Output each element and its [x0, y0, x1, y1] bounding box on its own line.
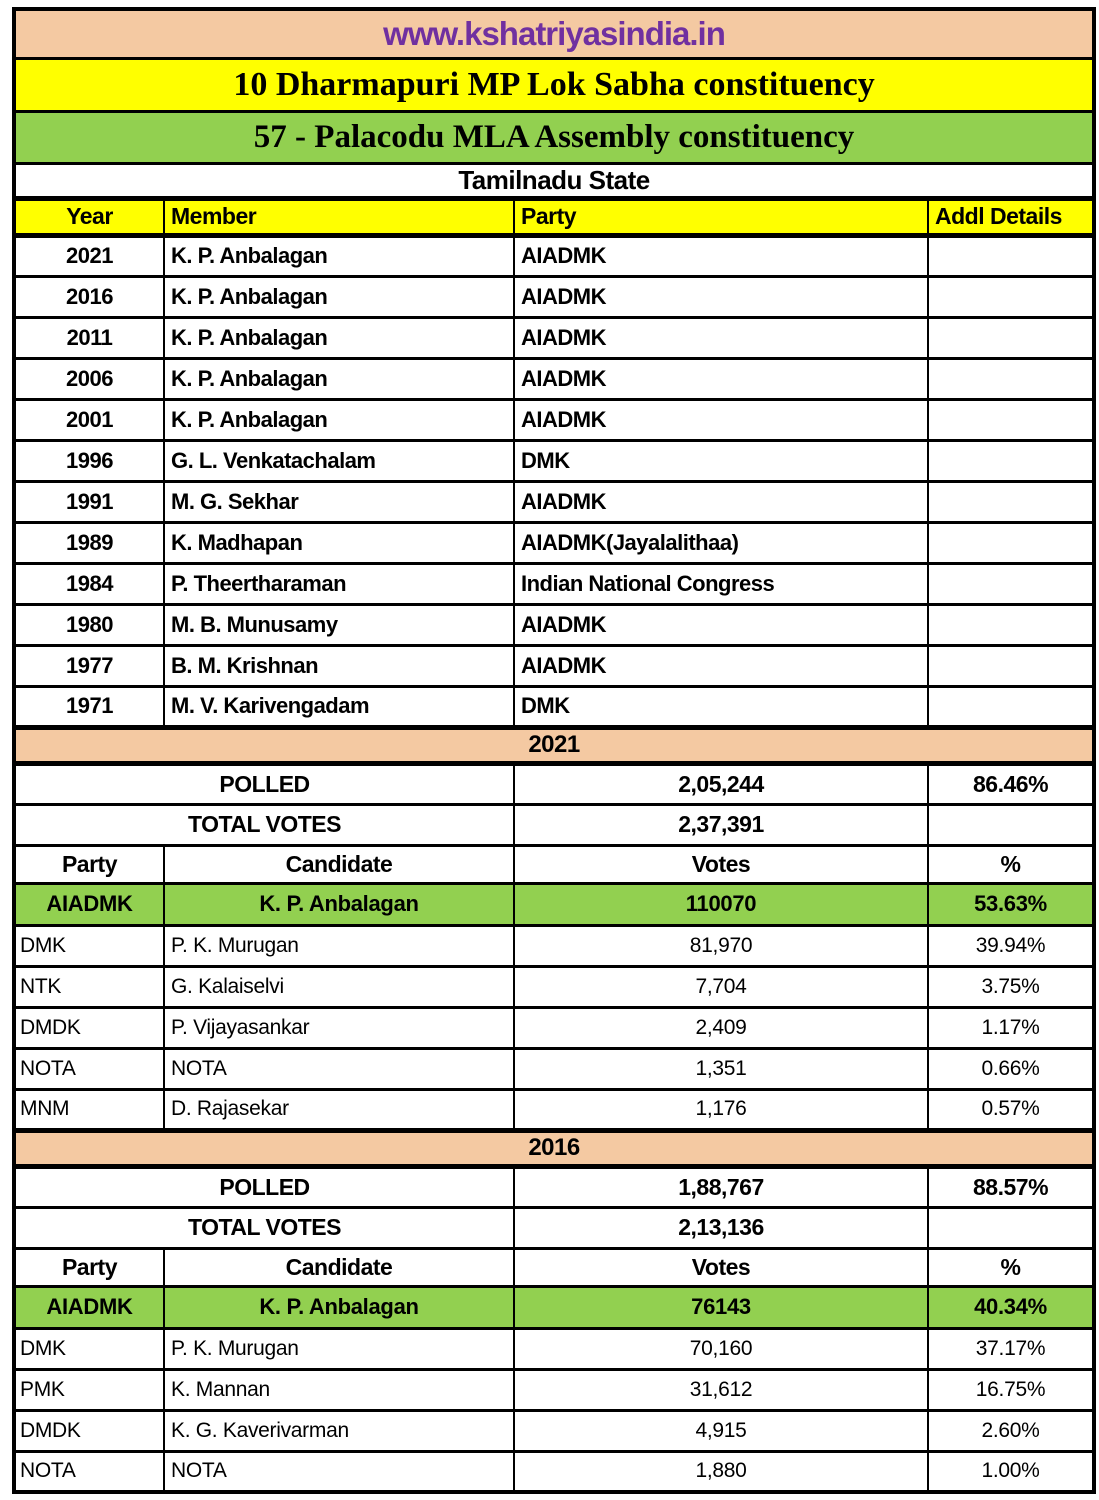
total-votes-percent-empty — [928, 804, 1094, 845]
candidate-party: DMK — [14, 1328, 164, 1369]
member-year: 2016 — [14, 276, 164, 317]
candidate-percent: 1.00% — [928, 1451, 1094, 1492]
member-row — [14, 276, 1094, 317]
member-party: AIADMK — [514, 481, 928, 522]
member-addl-details — [928, 276, 1094, 317]
member-row — [14, 481, 1094, 522]
mp-constituency-banner: 10 Dharmapuri MP Lok Sabha constituency — [14, 58, 1094, 111]
candidate-percent: 0.66% — [928, 1048, 1094, 1089]
member-name: M. B. Munusamy — [164, 604, 514, 645]
member-addl-details — [928, 358, 1094, 399]
election-section-2016 — [14, 1130, 1094, 1166]
col-header-addl-details: Addl Details — [928, 198, 1094, 235]
member-party: AIADMK — [514, 645, 928, 686]
election-results-sheet — [12, 7, 1096, 1494]
candidate-party: MNM — [14, 1089, 164, 1130]
winner-candidate: K. P. Anbalagan — [164, 883, 514, 925]
member-addl-details — [928, 399, 1094, 440]
candidate-votes: 81,970 — [514, 925, 928, 966]
polled-label: POLLED — [14, 763, 514, 804]
candidate-party: DMDK — [14, 1007, 164, 1048]
candidate-name: NOTA — [164, 1048, 514, 1089]
winner-percent: 53.63% — [928, 883, 1094, 925]
candidate-party: PMK — [14, 1369, 164, 1410]
candidate-name: P. K. Murugan — [164, 925, 514, 966]
polled-votes: 1,88,767 — [514, 1166, 928, 1207]
col-header-member: Member — [164, 198, 514, 235]
member-party: AIADMK — [514, 399, 928, 440]
site-title: www.kshatriyasindia.in — [14, 9, 1094, 58]
polled-percent: 86.46% — [928, 763, 1094, 804]
member-party: AIADMK — [514, 317, 928, 358]
member-addl-details — [928, 481, 1094, 522]
member-year: 2021 — [14, 235, 164, 276]
member-addl-details — [928, 317, 1094, 358]
winner-candidate: K. P. Anbalagan — [164, 1286, 514, 1328]
candidate-percent: 0.57% — [928, 1089, 1094, 1130]
candidate-percent: 3.75% — [928, 966, 1094, 1007]
col-header-candidate: Candidate — [164, 845, 514, 883]
member-row — [14, 358, 1094, 399]
candidate-name: D. Rajasekar — [164, 1089, 514, 1130]
member-row — [14, 604, 1094, 645]
member-party: AIADMK — [514, 276, 928, 317]
winner-row — [14, 883, 1094, 925]
member-party: DMK — [514, 686, 928, 727]
candidate-row — [14, 1328, 1094, 1369]
member-party: AIADMK — [514, 235, 928, 276]
candidate-percent: 39.94% — [928, 925, 1094, 966]
col-header-party: Party — [14, 1248, 164, 1286]
member-name: K. P. Anbalagan — [164, 235, 514, 276]
member-year: 2011 — [14, 317, 164, 358]
candidate-percent: 2.60% — [928, 1410, 1094, 1451]
candidate-row — [14, 1007, 1094, 1048]
winner-votes: 76143 — [514, 1286, 928, 1328]
member-year: 1984 — [14, 563, 164, 604]
winner-votes: 110070 — [514, 883, 928, 925]
candidate-name: K. G. Kaverivarman — [164, 1410, 514, 1451]
member-row — [14, 645, 1094, 686]
member-name: G. L. Venkatachalam — [164, 440, 514, 481]
candidate-votes: 31,612 — [514, 1369, 928, 1410]
polled-row — [14, 1166, 1094, 1207]
winner-party: AIADMK — [14, 1286, 164, 1328]
total-votes-row — [14, 1207, 1094, 1248]
member-party: Indian National Congress — [514, 563, 928, 604]
candidate-party: NOTA — [14, 1048, 164, 1089]
candidate-votes: 1,176 — [514, 1089, 928, 1130]
candidate-party: NTK — [14, 966, 164, 1007]
election-year-banner: 2016 — [14, 1130, 1094, 1166]
candidate-row — [14, 1410, 1094, 1451]
total-votes-label: TOTAL VOTES — [14, 804, 514, 845]
member-name: B. M. Krishnan — [164, 645, 514, 686]
member-row — [14, 440, 1094, 481]
member-year: 1989 — [14, 522, 164, 563]
col-header-percent: % — [928, 1248, 1094, 1286]
member-row — [14, 317, 1094, 358]
candidate-votes: 4,915 — [514, 1410, 928, 1451]
candidate-row — [14, 1089, 1094, 1130]
member-party: DMK — [514, 440, 928, 481]
total-votes-value: 2,37,391 — [514, 804, 928, 845]
member-row — [14, 399, 1094, 440]
polled-votes: 2,05,244 — [514, 763, 928, 804]
state-name: Tamilnadu State — [14, 163, 1094, 198]
candidate-percent: 37.17% — [928, 1328, 1094, 1369]
election-section-2021 — [14, 727, 1094, 763]
member-party: AIADMK — [514, 604, 928, 645]
col-header-votes: Votes — [514, 845, 928, 883]
member-year: 1971 — [14, 686, 164, 727]
total-votes-percent-empty — [928, 1207, 1094, 1248]
winner-row — [14, 1286, 1094, 1328]
member-year: 2006 — [14, 358, 164, 399]
member-name: K. P. Anbalagan — [164, 276, 514, 317]
candidate-row — [14, 1451, 1094, 1492]
member-name: M. V. Karivengadam — [164, 686, 514, 727]
candidate-votes: 2,409 — [514, 1007, 928, 1048]
member-name: M. G. Sekhar — [164, 481, 514, 522]
col-header-year: Year — [14, 198, 164, 235]
candidate-votes: 1,880 — [514, 1451, 928, 1492]
member-addl-details — [928, 645, 1094, 686]
candidate-votes: 1,351 — [514, 1048, 928, 1089]
member-year: 1977 — [14, 645, 164, 686]
candidate-party: DMK — [14, 925, 164, 966]
member-party: AIADMK — [514, 358, 928, 399]
candidate-votes: 70,160 — [514, 1328, 928, 1369]
candidate-row — [14, 925, 1094, 966]
member-year: 1991 — [14, 481, 164, 522]
col-header-candidate: Candidate — [164, 1248, 514, 1286]
member-row — [14, 686, 1094, 727]
candidate-votes: 7,704 — [514, 966, 928, 1007]
total-votes-value: 2,13,136 — [514, 1207, 928, 1248]
col-header-party: Party — [14, 845, 164, 883]
candidate-party: DMDK — [14, 1410, 164, 1451]
candidate-name: P. Vijayasankar — [164, 1007, 514, 1048]
total-votes-row — [14, 804, 1094, 845]
col-header-party: Party — [514, 198, 928, 235]
member-addl-details — [928, 235, 1094, 276]
member-row — [14, 235, 1094, 276]
member-year: 1980 — [14, 604, 164, 645]
member-addl-details — [928, 686, 1094, 727]
member-name: K. Madhapan — [164, 522, 514, 563]
candidate-name: G. Kalaiselvi — [164, 966, 514, 1007]
candidate-name: NOTA — [164, 1451, 514, 1492]
candidate-row — [14, 1369, 1094, 1410]
member-year: 1996 — [14, 440, 164, 481]
member-addl-details — [928, 604, 1094, 645]
results-table — [12, 7, 1096, 1494]
member-row — [14, 563, 1094, 604]
polled-percent: 88.57% — [928, 1166, 1094, 1207]
members-header-row — [14, 198, 1094, 235]
mla-constituency-banner: 57 - Palacodu MLA Assembly constituency — [14, 111, 1094, 163]
winner-percent: 40.34% — [928, 1286, 1094, 1328]
polled-row — [14, 763, 1094, 804]
candidate-percent: 1.17% — [928, 1007, 1094, 1048]
member-addl-details — [928, 522, 1094, 563]
candidate-row — [14, 966, 1094, 1007]
col-header-votes: Votes — [514, 1248, 928, 1286]
member-name: K. P. Anbalagan — [164, 358, 514, 399]
member-row — [14, 522, 1094, 563]
winner-party: AIADMK — [14, 883, 164, 925]
candidate-name: K. Mannan — [164, 1369, 514, 1410]
candidate-row — [14, 1048, 1094, 1089]
member-name: K. P. Anbalagan — [164, 399, 514, 440]
candidates-header-row — [14, 1248, 1094, 1286]
member-name: K. P. Anbalagan — [164, 317, 514, 358]
total-votes-label: TOTAL VOTES — [14, 1207, 514, 1248]
candidate-name: P. K. Murugan — [164, 1328, 514, 1369]
member-year: 2001 — [14, 399, 164, 440]
member-addl-details — [928, 563, 1094, 604]
polled-label: POLLED — [14, 1166, 514, 1207]
candidate-percent: 16.75% — [928, 1369, 1094, 1410]
member-addl-details — [928, 440, 1094, 481]
candidates-header-row — [14, 845, 1094, 883]
member-name: P. Theertharaman — [164, 563, 514, 604]
candidate-party: NOTA — [14, 1451, 164, 1492]
member-party: AIADMK(Jayalalithaa) — [514, 522, 928, 563]
election-year-banner: 2021 — [14, 727, 1094, 763]
col-header-percent: % — [928, 845, 1094, 883]
